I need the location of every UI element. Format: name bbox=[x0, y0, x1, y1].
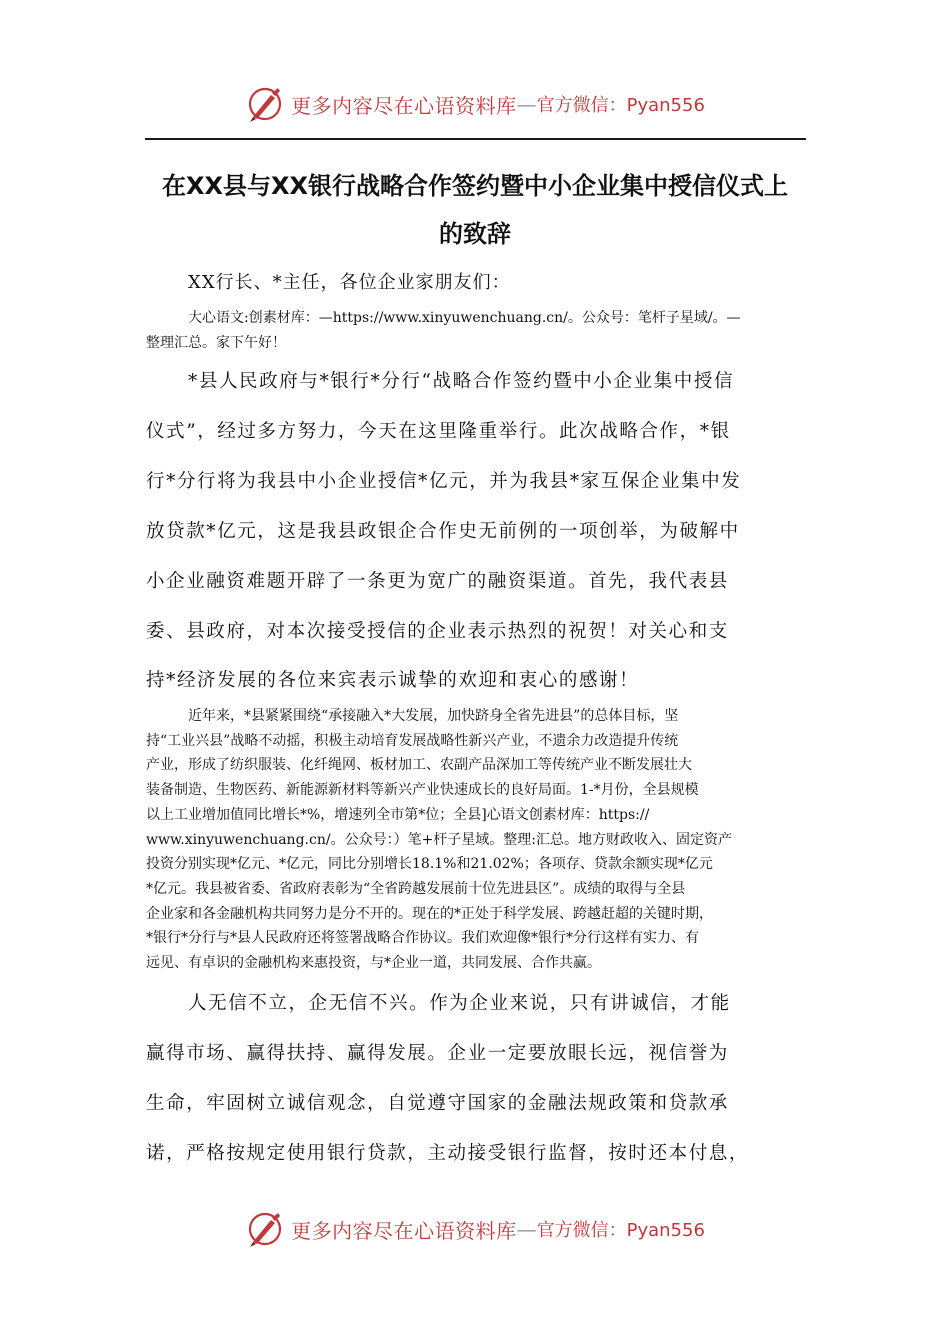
text-line: 委、县政府，对本次接受授信的企业表示热烈的祝贺！对关心和支 bbox=[146, 620, 729, 642]
text-line: 近年来，*县紧紧围绕“承接融入*大发展，加快跻身全省先进县”的总体目标，坚 bbox=[188, 708, 679, 724]
text-line: *银行*分行与*县人民政府还将签署战略合作协议。我们欢迎像*银行*分行这样有实力、有 bbox=[146, 930, 699, 947]
pen-logo-icon bbox=[245, 1209, 285, 1249]
title-line: 在XX县与XX银行战略合作签约暨中小企业集中授信仪式上 bbox=[161, 172, 788, 200]
salutation: XX行长、*主任，各位企业家朋友们： bbox=[188, 272, 511, 293]
body-paragraph-1 bbox=[146, 357, 808, 706]
intro-paragraph bbox=[146, 306, 808, 356]
header-watermark-banner bbox=[0, 78, 950, 130]
footer-watermark-banner bbox=[0, 1203, 950, 1255]
text-line: 放贷款*亿元，这是我县政银企合作史无前例的一项创举，为破解中 bbox=[146, 520, 740, 542]
document-title bbox=[140, 162, 810, 258]
pen-logo-icon bbox=[245, 84, 285, 124]
text-line: www.xinyuwenchuang.cn/。公众号：）笔+杆子星域。整理:汇总。地方财政收入、固定资产 bbox=[146, 831, 733, 848]
banner-text: 更多内容尽在心语资料库 bbox=[291, 1218, 517, 1243]
text-line: 远见、有卓识的金融机构来惠投资，与*企业一道，共同发展、合作共赢。 bbox=[146, 955, 601, 972]
body-paragraph-3 bbox=[146, 979, 808, 1179]
text-line: 小企业融资难题开辟了一条更为宽广的融资渠道。首先，我代表县 bbox=[146, 570, 729, 592]
body-paragraph-2 bbox=[146, 704, 808, 976]
text-line: 赢得市场、赢得扶持、赢得发展。企业一定要放眼长远，视信誉为 bbox=[146, 1042, 729, 1064]
text-line: 持*经济发展的各位来宾表示诚挚的欢迎和衷心的感谢！ bbox=[146, 670, 640, 692]
text-line: 装备制造、生物医药、新能源新材料等新兴产业快速成长的良好局面。1-*月份，全县规模 bbox=[146, 782, 699, 799]
banner-contact: 官方微信：Pyan556 bbox=[536, 1220, 705, 1241]
text-line: 大心语文:创素材库：—https://www.xinyuwenchuang.cn/。公众号：笔杆子星域/。— bbox=[188, 310, 741, 326]
banner-contact: 官方微信：Pyan556 bbox=[536, 95, 705, 116]
text-line: 仪式”，经过多方努力，今天在这里隆重举行。此次战略合作，*银 bbox=[146, 420, 731, 442]
title-line: 的致辞 bbox=[439, 220, 511, 248]
text-line: 投资分别实现*亿元、*亿元，同比分别增长18.1%和21.02%；各项存、贷款余额实现*亿元 bbox=[146, 856, 713, 873]
banner-text: 更多内容尽在心语资料库 bbox=[291, 93, 517, 118]
text-line: 生命，牢固树立诚信观念，自觉遵守国家的金融法规政策和贷款承 bbox=[146, 1092, 729, 1114]
text-line: *县人民政府与*银行*分行“战略合作签约暨中小企业集中授信 bbox=[188, 371, 735, 392]
text-line: 产业，形成了纺织服装、化纤绳网、板材加工、农副产品深加工等传统产业不断发展壮大 bbox=[146, 757, 692, 774]
text-line: 以上工业增加值同比增长*%，增速列全市第*位；全县]心语文创素材库：https:// bbox=[146, 806, 650, 823]
banner-dash: — bbox=[516, 1217, 537, 1241]
text-line: 企业家和各金融机构共同努力是分不开的。现在的*正处于科学发展、跨越赶超的关键时期， bbox=[146, 905, 713, 922]
text-line: 行*分行将为我县中小企业授信*亿元，并为我县*家互保企业集中发 bbox=[146, 470, 742, 492]
text-line: *亿元。我县被省委、省政府表彰为“全省跨越发展前十位先进县区”。成绩的取得与全县 bbox=[146, 880, 686, 897]
banner-dash: — bbox=[516, 92, 537, 116]
header-divider bbox=[145, 138, 806, 140]
text-line: 人无信不立，企无信不兴。作为企业来说，只有讲诚信，才能 bbox=[188, 993, 731, 1014]
text-line: 诺，严格按规定使用银行贷款，主动接受银行监督，按时还本付息， bbox=[146, 1142, 750, 1164]
text-line: 持“工业兴县”战略不动摇，积极主动培育发展战略性新兴产业，不遗余力改造提升传统 bbox=[146, 732, 679, 749]
text-line: 整理汇总。家下午好！ bbox=[146, 335, 286, 351]
